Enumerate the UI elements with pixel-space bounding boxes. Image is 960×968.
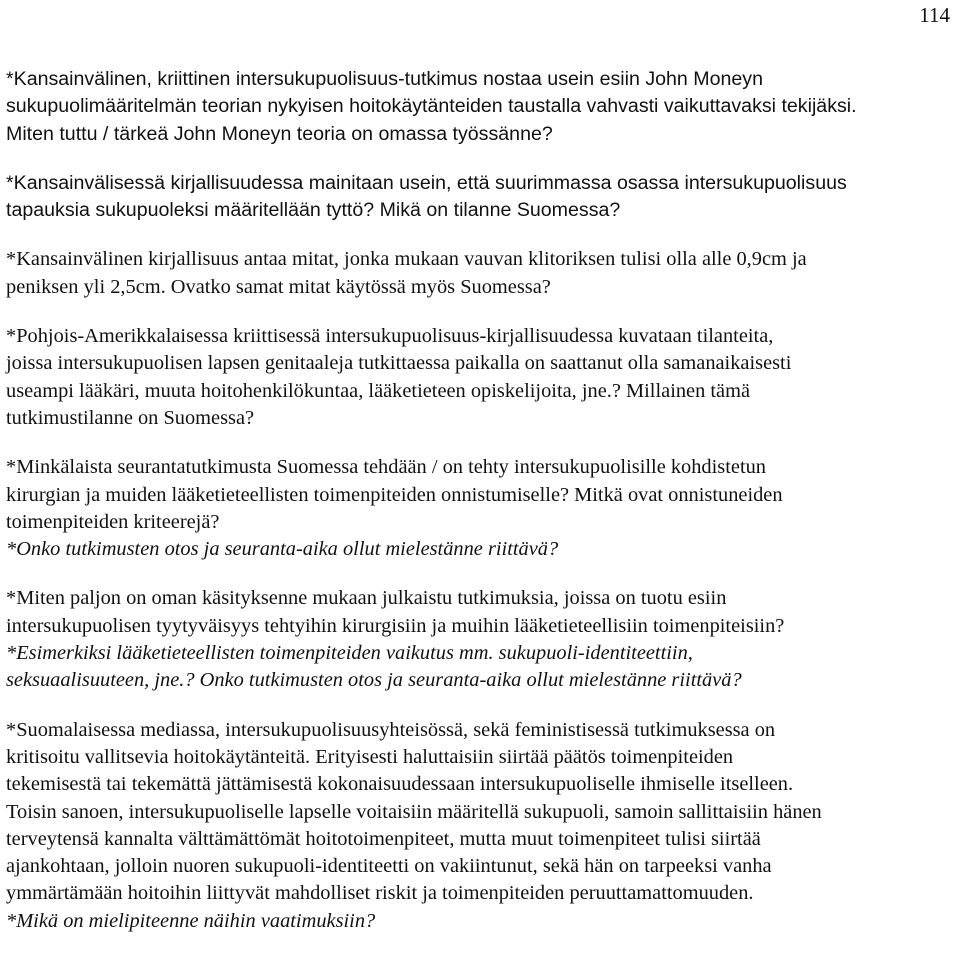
text-line: useampi lääkäri, muuta hoitohenkilökuntaa, lääketieteen opiskelijoita, jne.? Millainen tämä bbox=[6, 379, 751, 402]
text-line: terveytensä kannalta välttämättömät hoitotoimenpiteet, mutta muut toimenpiteet tulisi siirtää bbox=[6, 827, 761, 850]
text-line: toimenpiteiden kriteerejä? bbox=[6, 510, 220, 533]
page-number: 114 bbox=[919, 3, 950, 27]
text-line: *Kansainvälinen kirjallisuus antaa mitat, jonka mukaan vauvan klitoriksen tulisi olla alle 0,9cm ja bbox=[6, 248, 807, 271]
text-line: kirurgian ja muiden lääketieteellisten toimenpiteiden onnistumiselle? Mitkä ovat onnistuneiden bbox=[6, 483, 783, 506]
text-line: Toisin sanoen, intersukupuoliselle lapselle voitaisiin määritellä sukupuoli, samoin sallittaisiin hänen bbox=[6, 800, 822, 823]
text-line: *Esimerkiksi lääketieteellisten toimenpiteiden vaikutus mm. sukupuoli-identiteettiin, bbox=[6, 642, 693, 665]
paragraph-sex-assignment bbox=[6, 170, 952, 225]
text-line: joissa intersukupuolisen lapsen genitaaleja tutkittaessa paikalla on saattanut olla samanaikaisesti bbox=[6, 352, 792, 375]
text-line: tekemisestä tai tekemättä jättämisestä kokonaisuudessaan intersukupuoliselle ihmiselle itselleen. bbox=[6, 773, 794, 796]
text-line: kritisoitu vallitsevia hoitokäytänteitä. Erityisesti haluttaisiin siirtää päätös toimenpiteiden bbox=[6, 745, 734, 768]
text-line: *Minkälaista seurantatutkimusta Suomessa tehdään / on tehty intersukupuolisille kohdistetun bbox=[6, 456, 766, 479]
text-line: *Kansainvälinen, kriittinen intersukupuolisuus-tutkimus nostaa usein esiin John Moneyn bbox=[6, 68, 763, 90]
text-line: sukupuolimääritelmän teorian nykyisen hoitokäytänteiden taustalla vahvasti vaikuttavaksi tekijäksi. bbox=[6, 95, 857, 118]
text-line: Miten tuttu / tärkeä John Moneyn teoria on omassa työssänne? bbox=[6, 122, 553, 145]
text-line: *Suomalaisessa mediassa, intersukupuolisuusyhteisössä, sekä feministisessä tutkimuksessa on bbox=[6, 718, 776, 741]
document-body bbox=[6, 66, 952, 957]
text-line: tutkimustilanne on Suomessa? bbox=[6, 406, 255, 429]
paragraph-john-money bbox=[6, 66, 952, 148]
text-line: *Onko tutkimusten otos ja seuranta-aika ollut mielestänne riittävä? bbox=[6, 538, 559, 561]
text-line: ajankohtaan, jolloin nuoren sukupuoli-identiteetti on vakiintunut, sekä hän on tarpeeksi vanha bbox=[6, 855, 772, 878]
text-line: intersukupuolisen tyytyväisyys tehtyihin kirurgisiin ja muihin lääketieteellisiin toimenpiteisiin? bbox=[6, 614, 785, 637]
text-line: *Kansainvälisessä kirjallisuudessa mainitaan usein, että suurimmassa osassa intersukupuolisuus bbox=[6, 171, 847, 194]
text-line: tapauksia sukupuoleksi määritellään tyttö? Mikä on tilanne Suomessa? bbox=[6, 199, 621, 222]
paragraph-satisfaction-research bbox=[6, 585, 952, 694]
paragraph-follow-up-research bbox=[6, 454, 952, 563]
text-line: seksuaalisuuteen, jne.? Onko tutkimusten otos ja seuranta-aika ollut mielestänne riittävä? bbox=[6, 669, 742, 692]
paragraph-measurements bbox=[6, 246, 952, 301]
paragraph-examination bbox=[6, 323, 952, 432]
text-line: *Pohjois-Amerikkalaisessa kriittisessä intersukupuolisuus-kirjallisuudessa kuvataan tilanteita, bbox=[6, 325, 774, 348]
text-line: *Miten paljon on oman käsityksenne mukaan julkaistu tutkimuksia, joissa on tuotu esiin bbox=[6, 587, 727, 610]
text-line: *Mikä on mielipiteenne näihin vaatimuksiin? bbox=[6, 909, 376, 932]
paragraph-criticism bbox=[6, 717, 952, 935]
text-line: ymmärtämään hoitoihin liittyvät mahdolliset riskit ja toimenpiteiden peruuttamattomuuden. bbox=[6, 882, 754, 905]
text-line: peniksen yli 2,5cm. Ovatko samat mitat käytössä myös Suomessa? bbox=[6, 275, 551, 298]
